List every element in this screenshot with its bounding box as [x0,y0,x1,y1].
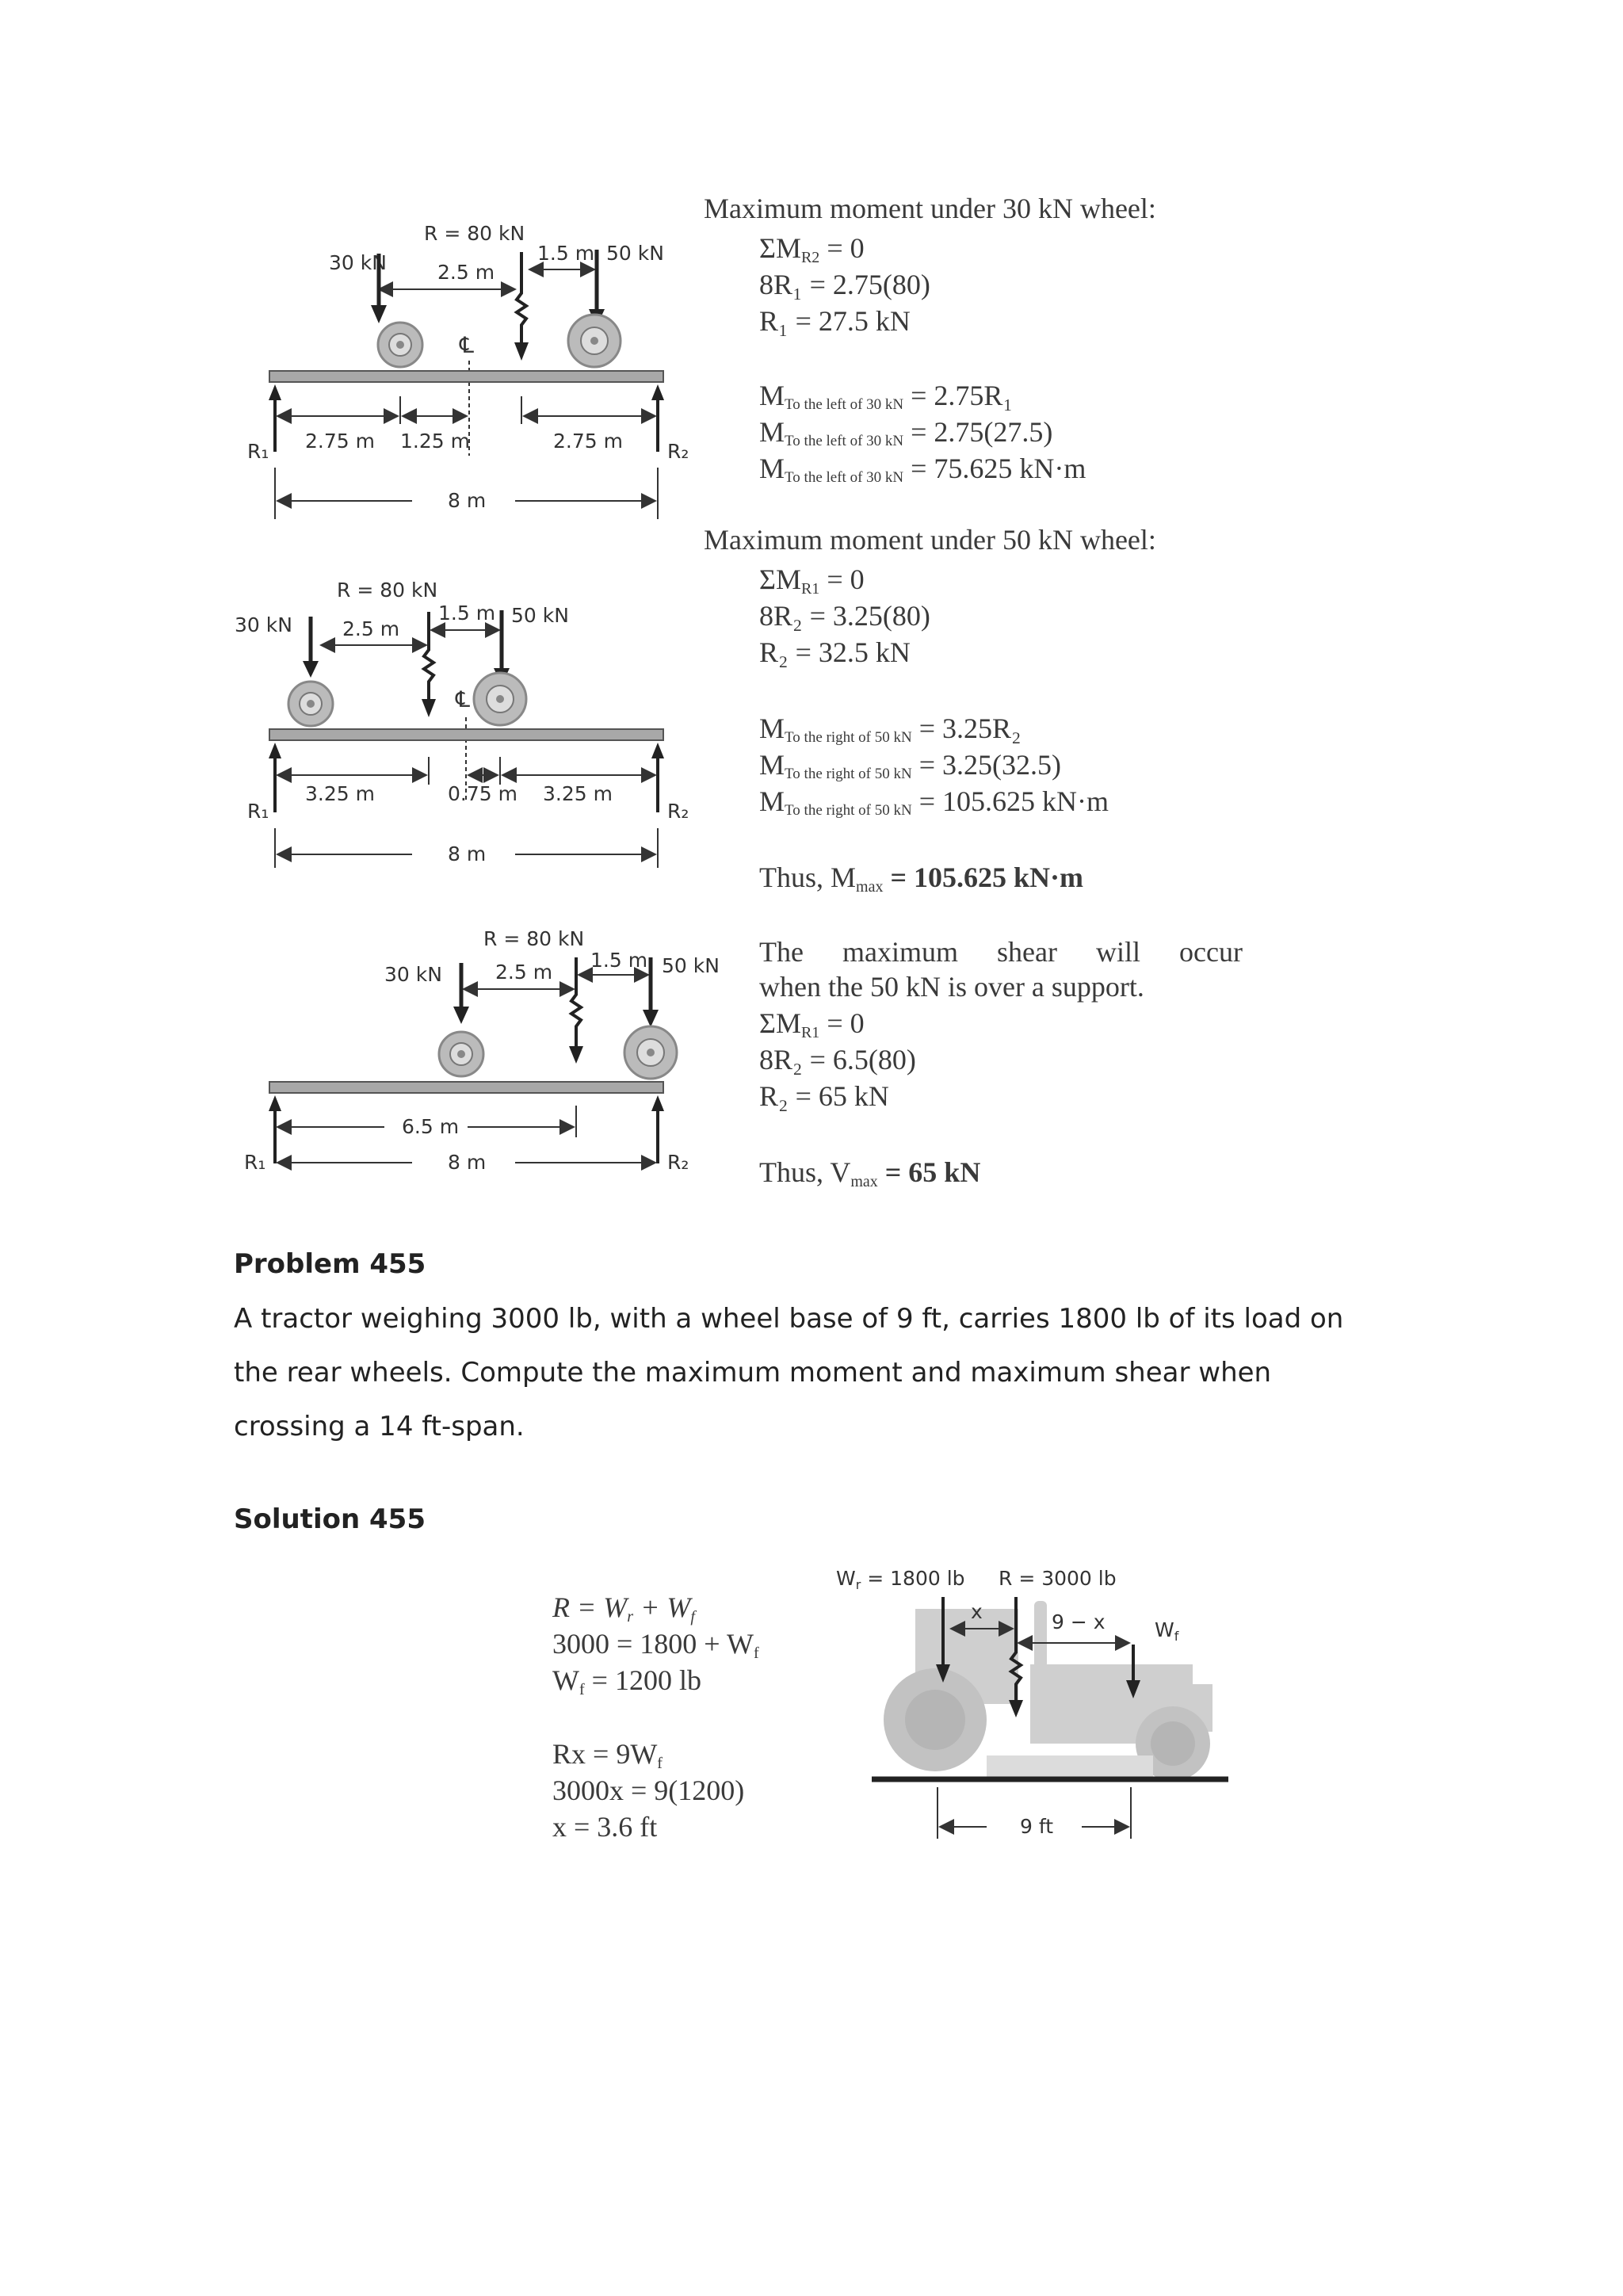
r1-label: R₁ [247,440,269,463]
dist-2-5-label: 2.5 m [437,261,495,284]
sol455-eq3: $W_f = 1200$ lb [552,1664,701,1698]
sol1-eq1: $\Sigma M_{R2} = 0$ [759,232,865,266]
dist-1-5-label: 1.5 m [537,242,595,265]
dim-b-label: 0.75 m [448,782,517,805]
dim-b-label: 1.25 m [400,430,470,453]
dist-1-5-label: 1.5 m [590,949,648,972]
dist-2-5-label: 2.5 m [342,617,400,640]
resultant-arrow [517,252,526,347]
sol3-eq1: $\Sigma M_{R1} = 0$ [759,1007,865,1041]
sol455-eq1: $R = W_r + W_f$ [552,1591,695,1626]
sol2-moment3: MTo the right of 50 kN = 105.625 kN·m [759,785,1109,819]
diagram-30kn-wheel [222,206,713,523]
sol3-eq3: R₂ = 65 kN [759,1080,889,1112]
dist-2-5-label: 2.5 m [495,961,553,984]
problem-text: A tractor weighing 3000 lb, with a wheel base of 9 ft, carries 1800 lb of its load on the rear wheels. Compute the maximum moment and maximum shear when crossing a 14 ft-span. [234,1303,1344,1442]
load-50-label: 50 kN [606,242,664,265]
resultant-label: R = 80 kN [337,579,438,602]
load-30-label: 30 kN [384,963,442,986]
sol2-eq3: R₂ = 32.5 kN [759,636,911,668]
resultant-label: R = 80 kN [483,927,585,950]
sol1-moment3: MTo the left of 30 kN = 75.625 kN·m [759,453,1086,486]
sol2-moment1: MTo the right of 50 kN = 3.25R₂ [759,712,1022,746]
dim-c-label: 2.75 m [553,430,623,453]
diagram-max-shear [222,911,745,1197]
sol3-eq2: 8R₂ = 6.5(80) [759,1044,916,1075]
nine-minus-x-label: 9 − x [1052,1610,1106,1633]
wheel-50-icon [624,1026,677,1079]
load-30-label: 30 kN [329,251,387,274]
wheel-30-icon [288,682,333,726]
sol2-heading: Maximum moment under 50 kN wheel: [704,524,1156,556]
r2-label: R₂ [667,800,689,823]
resultant-label: R = 3000 lb [999,1567,1117,1590]
r2-label: R₂ [667,1151,689,1174]
dim-c-label: 3.25 m [543,782,613,805]
sol3-para2: when the 50 kN is over a support. [759,971,1144,1003]
wheel-30-icon [439,1032,483,1076]
sol2-moment2: MTo the right of 50 kN = 3.25(32.5) [759,749,1061,782]
problem-title: Problem 455 [234,1248,426,1280]
diagram-50kn-wheel [222,563,713,880]
r1-label: R₁ [244,1151,266,1174]
sol3-result: Thus, $V_{max} = 65$ kN [759,1156,981,1190]
wheel-30-icon [378,323,422,367]
tractor-diagram [836,1565,1248,1862]
sol455-eq4: $Rx = 9W_f$ [552,1738,663,1772]
wheel-50-icon [568,315,621,367]
span-label: 8 m [448,1151,487,1174]
solution-title: Solution 455 [234,1503,426,1535]
sol455-eq2: $3000 = 1800 + W_f$ [552,1628,759,1662]
sol1-moment1: MTo the left of 30 kN = 2.75R₁ [759,380,1013,413]
span-label: 8 m [448,489,487,512]
sol1-eq2: 8R₁ = 2.75(80) [759,269,930,300]
wheel-base-label: 9 ft [1020,1815,1054,1838]
sol1-heading: Maximum moment under 30 kN wheel: [704,193,1156,224]
centerline-icon: ℄ [460,332,474,358]
centerline-icon: ℄ [456,686,470,712]
sol1-eq3: R₁ = 27.5 kN [759,305,911,337]
r2-label: R₂ [667,440,689,463]
load-50-label: 50 kN [662,954,720,977]
load-30-label: 30 kN [235,613,292,636]
beam [269,371,663,382]
dim-a-label: 3.25 m [305,782,375,805]
sol2-eq1: $\Sigma M_{R1} = 0$ [759,563,865,598]
x-label: x [971,1600,983,1623]
sol2-result: Thus, $M_{max} = 105.625$ kN·m [759,861,1083,896]
wheel-50-icon [474,673,526,725]
span-label: 8 m [448,842,487,865]
sol3-para1: The maximum shear will occur [759,936,1243,968]
dist-1-5-label: 1.5 m [438,602,496,625]
sol1-moment2: MTo the left of 30 kN = 2.75(27.5) [759,416,1053,449]
dim-a-label: 2.75 m [305,430,375,453]
load-50-label: 50 kN [511,604,569,627]
dim-a-label: 6.5 m [402,1115,460,1138]
resultant-label: R = 80 kN [424,222,525,245]
sol455-eq6: x = 3.6 ft [552,1811,658,1843]
sol2-eq2: 8R₂ = 3.25(80) [759,600,930,632]
wr-label: $W_r = 1800$ lb [836,1567,965,1592]
wf-label: $W_f$ [1155,1618,1179,1644]
sol455-eq5: 3000x = 9(1200) [552,1775,745,1806]
r1-label: R₁ [247,800,269,823]
